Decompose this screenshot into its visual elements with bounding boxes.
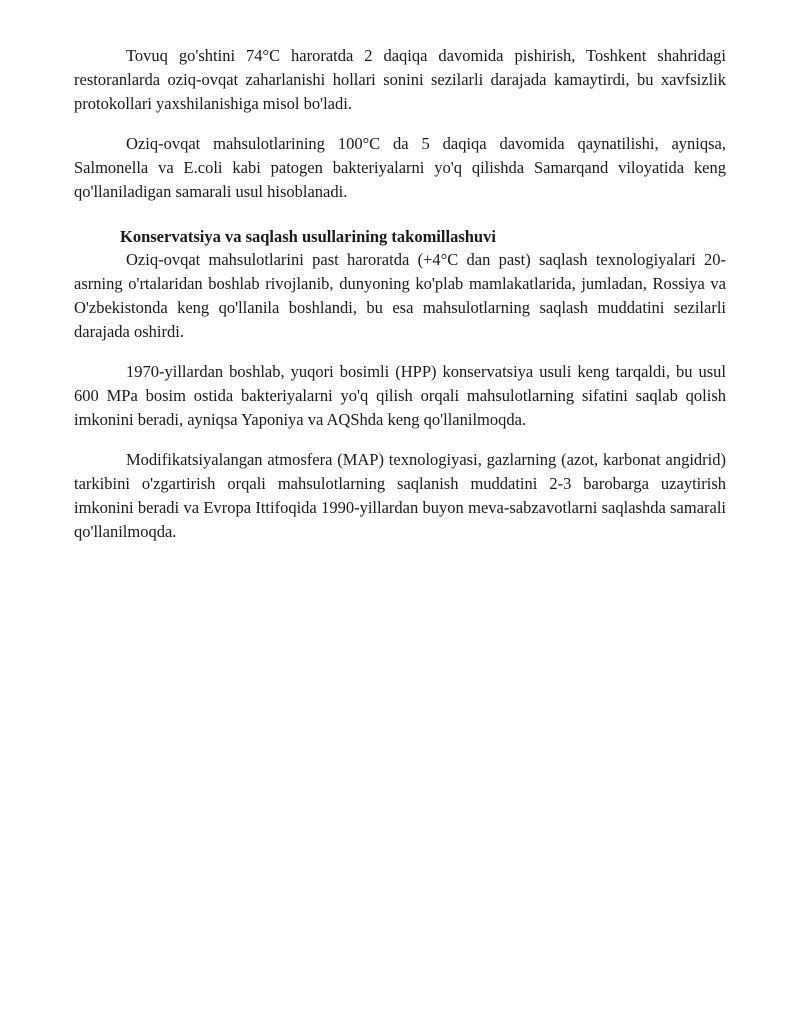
paragraph-map: Modifikatsiyalangan atmosfera (MAP) texnologiyasi, gazlarning (azot, karbonat angidrid) tarkibini o'zgartirish orqali mahsulotlarning saqlanish muddatini 2-3 barobarga uzaytirish imkonini beradi va Evropa Ittifoqida 1990-yillardan buyon meva-sabzavotlarni saqlashda samarali qo'llanilmoqda. (74, 450, 726, 541)
paragraph-cooking-chicken: Tovuq go'shtini 74°C haroratda 2 daqiqa davomida pishirish, Toshkent shahridagi restoranlarda oziq-ovqat zaharlanishi hollari sonini sezilarli darajada kamaytirdi, bu xavfsizlik protokollari yaxshilanishiga misol bo'ladi. (74, 46, 726, 113)
paragraph-spacer (74, 432, 726, 448)
paragraph-boiling: Oziq-ovqat mahsulotlarining 100°C da 5 daqiqa davomida qaynatilishi, ayniqsa, Salmonella va E.coli kabi patogen bakteriyalarni yo'q qilishda Samarqand viloyatida keng qo'llaniladigan samarali usul hisoblanadi. (74, 134, 726, 201)
paragraph-hpp: 1970-yillardan boshlab, yuqori bosimli (HPP) konservatsiya usuli keng tarqaldi, bu usul 600 MPa bosim ostida bakteriyalarni yo'q qilish orqali mahsulotlarning sifatini saqlab qolish imkonini beradi, ayniqsa Yaponiya va AQShda keng qo'llanilmoqda. (74, 362, 726, 429)
section-spacer (74, 204, 726, 226)
document-page (74, 44, 726, 544)
paragraph-spacer (74, 344, 726, 360)
paragraph-cold-storage: Oziq-ovqat mahsulotlarini past haroratda (+4°C dan past) saqlash texnologiyalari 20-asrning o'rtalaridan boshlab rivojlanib, dunyoning ko'plab mamlakatlarida, jumladan, Rossiya va O'zbekistonda keng qo'llanila boshlandi, bu esa mahsulotlarning saqlash muddatini sezilarli darajada oshirdi. (74, 250, 726, 341)
paragraph-spacer (74, 116, 726, 132)
section-heading: Konservatsiya va saqlash usullarining takomillashuvi (120, 227, 496, 246)
